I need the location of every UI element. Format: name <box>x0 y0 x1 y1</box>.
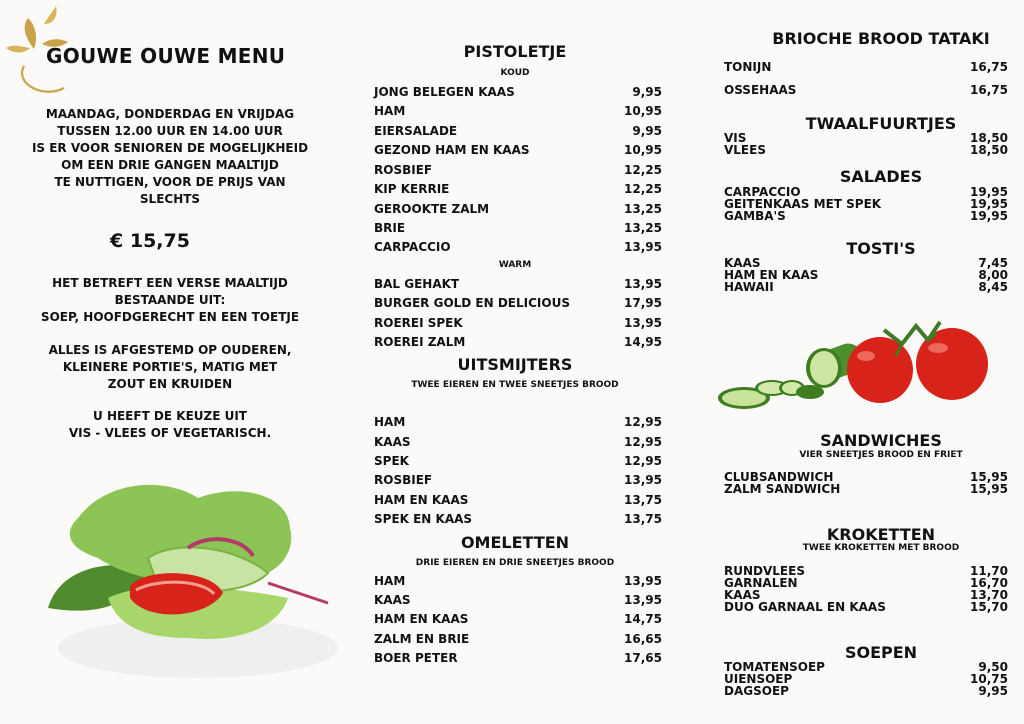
intro-line: IS ER VOOR SENIOREN DE MOGELIJKHEID <box>31 141 309 155</box>
item-price: 9,50 <box>978 660 1008 674</box>
item-name: KAAS <box>724 256 761 270</box>
menu-row <box>374 493 662 507</box>
menu-row <box>374 296 662 310</box>
item-price: 15,70 <box>970 600 1008 614</box>
item-price: 14,95 <box>624 335 662 349</box>
section-title-kroketten: KROKETTEN <box>826 525 936 544</box>
item-price: 15,95 <box>970 482 1008 496</box>
item-name: OSSEHAAS <box>724 83 797 97</box>
menu-row <box>374 593 662 607</box>
item-price: 8,00 <box>978 268 1008 282</box>
item-name: CARPACCIO <box>374 240 451 254</box>
item-price: 8,45 <box>978 280 1008 294</box>
item-name: CLUBSANDWICH <box>724 470 834 484</box>
section-subtitle: DRIE EIEREN EN DRIE SNEETJES BROOD <box>415 558 615 568</box>
item-price: 10,95 <box>624 104 662 118</box>
item-name: KAAS <box>374 435 411 449</box>
item-price: 17,65 <box>624 651 662 665</box>
intro-line: OM EEN DRIE GANGEN MAALTIJD <box>61 158 279 172</box>
item-price: 19,95 <box>970 197 1008 211</box>
item-name: UIENSOEP <box>724 672 793 686</box>
intro-line: TE NUTTIGEN, VOOR DE PRIJS VAN <box>54 175 286 189</box>
section-title-twaalfuurtjes: TWAALFUURTJES <box>805 114 957 133</box>
details-block-1 <box>20 275 320 326</box>
item-price: 13,75 <box>624 493 662 507</box>
page-title: GOUWE OUWE MENU <box>46 44 286 68</box>
menu-row <box>724 84 1008 96</box>
menu-row <box>374 182 662 196</box>
menu-row <box>724 601 1008 613</box>
menu-row <box>724 144 1008 156</box>
section-title-uitsmijters: UITSMIJTERS <box>457 355 573 374</box>
intro-line: MAANDAG, DONDERDAG EN VRIJDAG <box>45 107 295 121</box>
item-name: ROEREI ZALM <box>374 335 466 349</box>
item-price: 9,95 <box>978 684 1008 698</box>
item-price: 18,50 <box>970 131 1008 145</box>
details-block-3 <box>20 408 320 442</box>
menu-row <box>374 163 662 177</box>
item-price: 16,65 <box>624 632 662 646</box>
item-price: 13,95 <box>624 574 662 588</box>
item-price: 13,25 <box>624 202 662 216</box>
menu-row <box>374 85 662 99</box>
item-name: JONG BELEGEN KAAS <box>374 85 515 99</box>
detail-line: U HEEFT DE KEUZE UIT <box>93 409 247 423</box>
section-subtitle: TWEE EIEREN EN TWEE SNEETJES BROOD <box>411 380 619 390</box>
item-price: 13,25 <box>624 221 662 235</box>
item-name: KAAS <box>724 588 761 602</box>
menu-row <box>374 574 662 588</box>
item-price: 7,45 <box>978 256 1008 270</box>
item-name: HAM EN KAAS <box>374 612 469 626</box>
item-name: EIERSALADE <box>374 124 458 138</box>
item-name: ZALM EN BRIE <box>374 632 470 646</box>
item-name: BRIE <box>374 221 406 235</box>
item-name: ZALM SANDWICH <box>724 482 841 496</box>
menu-row <box>374 454 662 468</box>
menu-row <box>374 202 662 216</box>
item-name: HAM <box>374 415 406 429</box>
item-name: DAGSOEP <box>724 684 789 698</box>
menu-row <box>374 512 662 526</box>
detail-line: HET BETREFT EEN VERSE MAALTIJD <box>52 276 288 290</box>
section-title-salades: SALADES <box>839 167 923 186</box>
item-name: CARPACCIO <box>724 185 801 199</box>
detail-line: KLEINERE PORTIE'S, MATIG MET <box>62 360 278 374</box>
item-price: 13,75 <box>624 512 662 526</box>
salad-image <box>38 478 348 688</box>
section-title-sandwiches: SANDWICHES <box>820 431 942 450</box>
item-price: 13,95 <box>624 593 662 607</box>
item-price: 13,95 <box>624 240 662 254</box>
item-name: VIS <box>724 131 747 145</box>
menu-row <box>374 415 662 429</box>
item-name: GEZOND HAM EN KAAS <box>374 143 530 157</box>
section-title-pistoletje: PISTOLETJE <box>463 42 567 61</box>
item-name: RUNDVLEES <box>724 564 805 578</box>
detail-line: ALLES IS AFGESTEMD OP OUDEREN, <box>48 343 292 357</box>
menu-row <box>374 124 662 138</box>
item-price: 12,25 <box>624 163 662 177</box>
item-price: 12,95 <box>624 435 662 449</box>
details-block-2 <box>20 342 320 393</box>
subheading-warm: WARM <box>498 260 532 270</box>
item-name: HAM <box>374 104 406 118</box>
item-name: GEROOKTE ZALM <box>374 202 490 216</box>
item-name: HAM EN KAAS <box>724 268 819 282</box>
item-name: HAM <box>374 574 406 588</box>
menu-row <box>724 61 1008 73</box>
section-title-tostis: TOSTI'S <box>846 239 916 258</box>
section-subtitle: VIER SNEETJES BROOD EN FRIET <box>799 450 963 460</box>
section-title-soepen: SOEPEN <box>844 643 918 662</box>
menu-row <box>724 577 1008 589</box>
menu-row <box>724 210 1008 222</box>
section-title-omeletten: OMELETTEN <box>460 533 570 552</box>
menu-row <box>374 651 662 665</box>
menu-row <box>724 483 1008 495</box>
menu-row <box>724 685 1008 697</box>
item-name: VLEES <box>724 143 766 157</box>
intro-line: SLECHTS <box>139 192 201 206</box>
item-price: 11,70 <box>970 564 1008 578</box>
item-price: 9,95 <box>632 124 662 138</box>
section-title-brioche: BRIOCHE BROOD TATAKI <box>772 29 990 48</box>
menu-row <box>374 632 662 646</box>
item-price: 10,75 <box>970 672 1008 686</box>
menu-row <box>374 473 662 487</box>
detail-line: BESTAANDE UIT: <box>114 293 226 307</box>
item-name: HAM EN KAAS <box>374 493 469 507</box>
item-name: GAMBA'S <box>724 209 786 223</box>
item-name: BAL GEHAKT <box>374 277 460 291</box>
item-price: 12,25 <box>624 182 662 196</box>
menu-row <box>724 132 1008 144</box>
menu-row <box>374 612 662 626</box>
intro-text <box>20 106 320 208</box>
item-price: 16,70 <box>970 576 1008 590</box>
item-price: 13,95 <box>624 316 662 330</box>
menu-row <box>374 104 662 118</box>
menu-row <box>374 240 662 254</box>
item-price: 19,95 <box>970 185 1008 199</box>
item-price: 13,95 <box>624 277 662 291</box>
item-price: 17,95 <box>624 296 662 310</box>
item-name: SPEK <box>374 454 409 468</box>
item-price: 14,75 <box>624 612 662 626</box>
menu-row <box>374 143 662 157</box>
item-name: GEITENKAAS MET SPEK <box>724 197 882 211</box>
section-subtitle: TWEE KROKETTEN MET BROOD <box>802 543 960 553</box>
menu-row <box>374 221 662 235</box>
tomato-cucumber-image <box>716 318 1006 420</box>
item-name: BURGER GOLD EN DELICIOUS <box>374 296 570 310</box>
detail-line: VIS - VLEES OF VEGETARISCH. <box>68 426 272 440</box>
item-price: 10,95 <box>624 143 662 157</box>
item-name: ROSBIEF <box>374 163 433 177</box>
detail-line: SOEP, HOOFDGERECHT EN EEN TOETJE <box>40 310 300 324</box>
intro-line: TUSSEN 12.00 UUR EN 14.00 UUR <box>57 124 283 138</box>
item-name: KIP KERRIE <box>374 182 450 196</box>
item-name: KAAS <box>374 593 411 607</box>
item-name: ROEREI SPEK <box>374 316 463 330</box>
item-price: 13,95 <box>624 473 662 487</box>
detail-line: ZOUT EN KRUIDEN <box>107 377 233 391</box>
item-name: TONIJN <box>724 60 772 74</box>
menu-row <box>374 316 662 330</box>
menu-row <box>374 277 662 291</box>
item-price: 18,50 <box>970 143 1008 157</box>
item-name: HAWAII <box>724 280 774 294</box>
item-name: DUO GARNAAL EN KAAS <box>724 600 886 614</box>
menu-row <box>724 281 1008 293</box>
item-price: 12,95 <box>624 415 662 429</box>
item-name: SPEK EN KAAS <box>374 512 473 526</box>
item-name: ROSBIEF <box>374 473 433 487</box>
item-price: 13,70 <box>970 588 1008 602</box>
item-price: 15,95 <box>970 470 1008 484</box>
menu-row <box>374 335 662 349</box>
item-price: 19,95 <box>970 209 1008 223</box>
item-price: 12,95 <box>624 454 662 468</box>
menu-price: € 15,75 <box>110 230 190 252</box>
item-price: 16,75 <box>970 60 1008 74</box>
item-price: 16,75 <box>970 83 1008 97</box>
item-name: GARNALEN <box>724 576 798 590</box>
item-price: 9,95 <box>632 85 662 99</box>
menu-row <box>374 435 662 449</box>
item-name: BOER PETER <box>374 651 458 665</box>
item-name: TOMATENSOEP <box>724 660 825 674</box>
subheading-koud: KOUD <box>500 68 530 78</box>
